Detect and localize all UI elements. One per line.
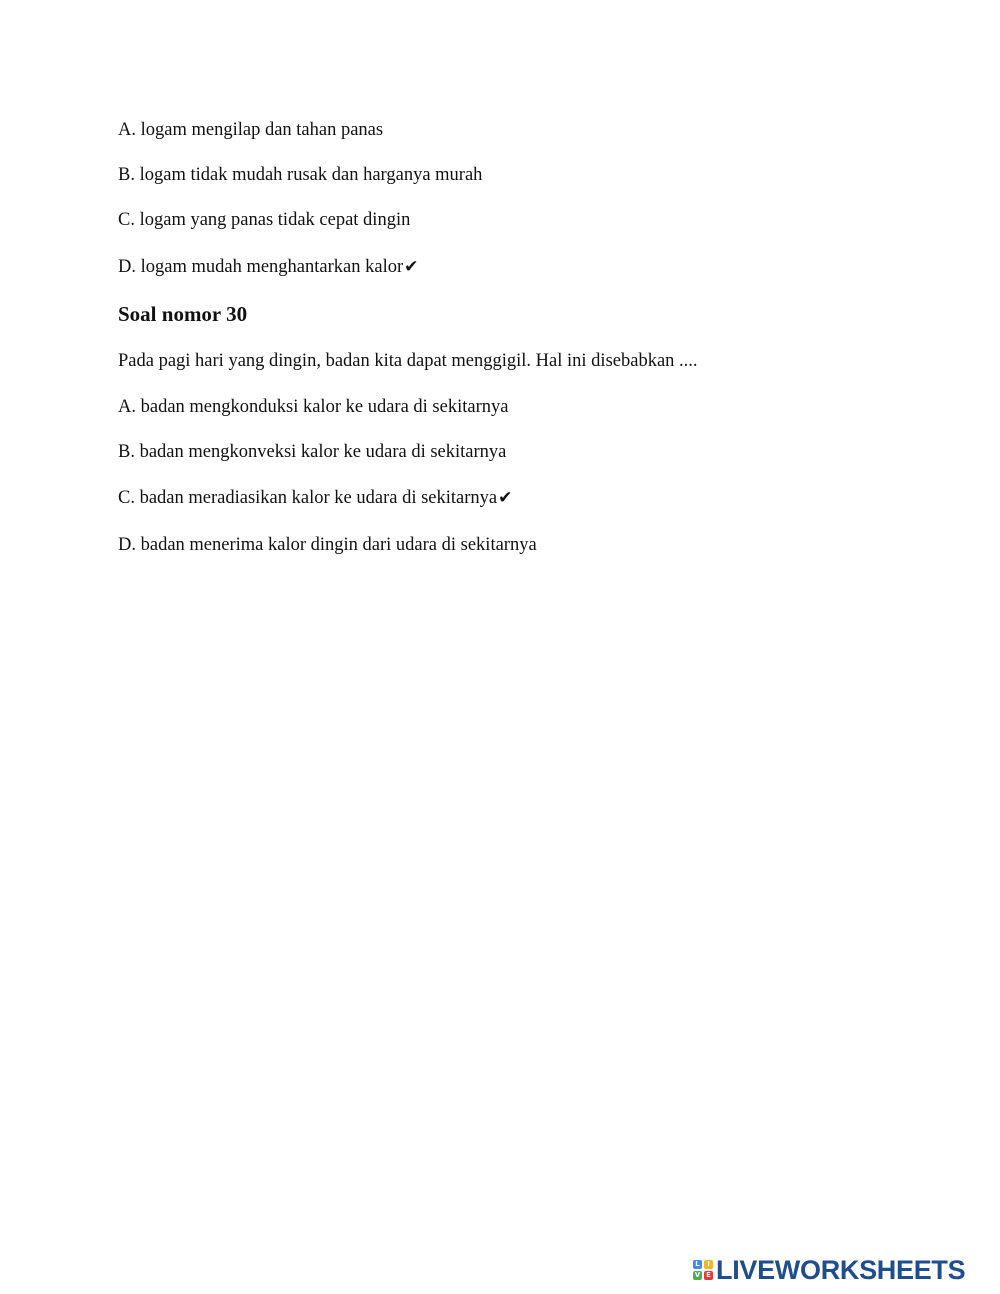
logo-square-i: I — [704, 1260, 713, 1269]
q30-option-d — [118, 533, 538, 557]
q30-option-a — [118, 395, 509, 419]
question-30-prompt: Pada pagi hari yang dingin, badan kita dapat menggigil. Hal ini disebabkan .... — [118, 351, 698, 371]
option-text: A. badan mengkonduksi kalor ke udara di sekitarnya — [118, 397, 509, 417]
q30-option-b — [118, 440, 507, 464]
check-mark-icon: ✔ — [498, 488, 513, 508]
q29-option-a — [118, 118, 384, 142]
option-text: D. logam mudah menghantarkan kalor — [118, 257, 404, 277]
logo-square-e: E — [704, 1271, 713, 1280]
logo-square-l: L — [693, 1260, 702, 1269]
option-text: A. logam mengilap dan tahan panas — [118, 120, 384, 140]
liveworksheets-logo — [693, 1255, 965, 1285]
q30-option-c — [118, 486, 512, 510]
option-text: C. logam yang panas tidak cepat dingin — [118, 210, 411, 230]
option-text: D. badan menerima kalor dingin dari udara di sekitarnya — [118, 535, 537, 555]
q29-option-d — [118, 255, 418, 279]
logo-squares-icon — [693, 1260, 713, 1280]
check-mark-icon: ✔ — [404, 257, 419, 277]
q29-option-c — [118, 208, 411, 232]
question-30-title: Soal nomor 30 — [118, 302, 248, 326]
option-text: B. badan mengkonveksi kalor ke udara di sekitarnya — [118, 442, 507, 462]
logo-square-v: V — [694, 1271, 701, 1279]
q29-option-b — [118, 163, 483, 187]
option-text: B. logam tidak mudah rusak dan harganya murah — [118, 165, 483, 185]
option-text: C. badan meradiasikan kalor ke udara di sekitarnya — [118, 488, 498, 508]
logo-text: LIVEWORKSHEETS — [716, 1255, 966, 1285]
